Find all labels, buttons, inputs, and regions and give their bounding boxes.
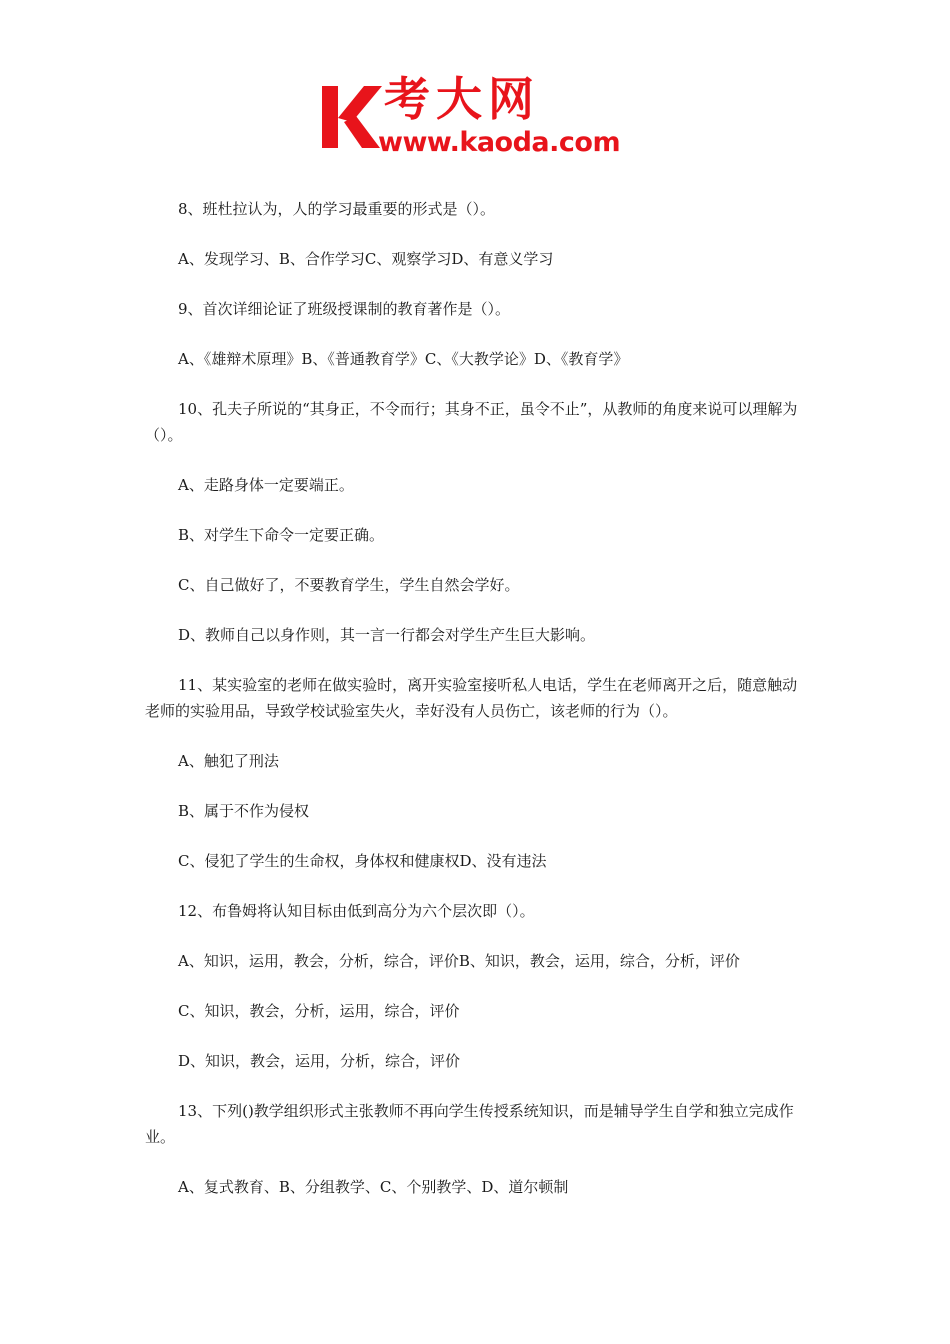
question-11-options-cd: C、侵犯了学生的生命权，身体权和健康权D、没有违法 bbox=[178, 852, 547, 870]
question-8-options: A、发现学习、B、合作学习C、观察学习D、有意义学习 bbox=[178, 250, 554, 268]
document-body bbox=[145, 196, 810, 1224]
question-12-options-ab: A、知识，运用，教会，分析，综合，评价B、知识，教会，运用，综合，分析，评价 bbox=[178, 952, 740, 970]
question-11-option-a: A、触犯了刑法 bbox=[178, 752, 279, 770]
question-9-options: A、《雄辩术原理》B、《普通教育学》C、《大教学论》D、《教育学》 bbox=[178, 350, 629, 368]
question-8: 8、班杜拉认为，人的学习最重要的形式是（）。 bbox=[178, 200, 496, 218]
question-13: 13、下列()教学组织形式主张教师不再向学生传授系统知识，而是辅导学生自学和独立完成作业。 bbox=[145, 1102, 794, 1146]
question-10: 10、孔夫子所说的“其身正，不令而行；其身不正，虽令不止”，从教师的角度来说可以理解为（）。 bbox=[145, 400, 798, 444]
kaoda-logo bbox=[318, 72, 638, 160]
question-10-option-c: C、自己做好了，不要教育学生，学生自然会学好。 bbox=[178, 576, 520, 594]
question-11: 11、某实验室的老师在做实验时，离开实验室接听私人电话，学生在老师离开之后，随意触动老师的实验用品，导致学校试验室失火，幸好没有人员伤亡，该老师的行为（）。 bbox=[145, 676, 798, 720]
question-13-options: A、复式教育、B、分组教学、C、个别教学、D、道尔顿制 bbox=[178, 1178, 569, 1196]
logo-url-text: www.kaoda.com bbox=[378, 127, 621, 158]
question-10-option-a: A、走路身体一定要端正。 bbox=[178, 476, 354, 494]
question-10-option-b: B、对学生下命令一定要正确。 bbox=[178, 526, 385, 544]
question-12-option-c: C、知识，教会，分析，运用，综合，评价 bbox=[178, 1002, 460, 1020]
logo-chinese-text: 考大网 bbox=[384, 72, 540, 126]
k-logo-icon bbox=[318, 82, 384, 152]
question-11-option-b: B、属于不作为侵权 bbox=[178, 802, 310, 820]
question-10-option-d: D、教师自己以身作则，其一言一行都会对学生产生巨大影响。 bbox=[178, 626, 596, 644]
question-12: 12、布鲁姆将认知目标由低到高分为六个层次即（）。 bbox=[178, 902, 535, 920]
question-9: 9、首次详细论证了班级授课制的教育著作是（）。 bbox=[178, 300, 511, 318]
question-12-option-d: D、知识，教会，运用，分析，综合，评价 bbox=[178, 1052, 461, 1070]
